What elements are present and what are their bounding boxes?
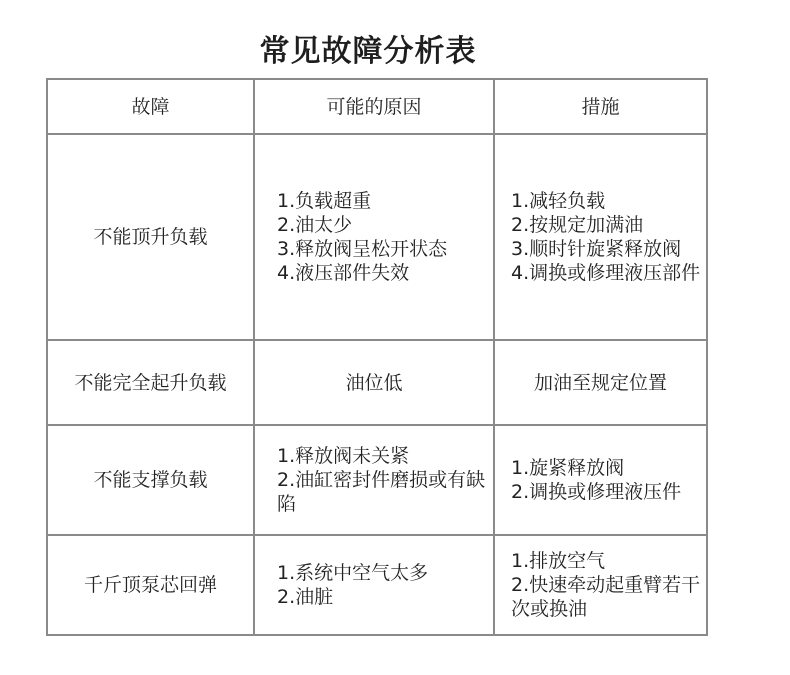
measure-cell: 加油至规定位置 <box>494 340 707 425</box>
measure-item: 4.调换或修理液压部件 <box>511 262 701 284</box>
measure-item: 2.按规定加满油 <box>511 214 644 236</box>
table-row <box>47 535 707 635</box>
fault-cell: 千斤顶泵芯回弹 <box>47 535 254 635</box>
cause-list <box>255 444 493 516</box>
measure-list <box>495 549 706 621</box>
cause-item: 2.油缸密封件磨损或有缺陷 <box>277 469 486 515</box>
measure-cell <box>494 425 707 535</box>
measure-cell <box>494 134 707 340</box>
cause-item: 1.系统中空气太多 <box>277 562 429 584</box>
measure-item: 1.排放空气 <box>511 550 606 572</box>
measure-item: 2.快速牵动起重臂若干次或换油 <box>511 574 701 620</box>
header-fault: 故障 <box>47 79 254 134</box>
cause-list <box>255 561 493 609</box>
cause-item: 2.油太少 <box>277 214 353 236</box>
measure-item: 3.顺时针旋紧释放阀 <box>511 238 682 260</box>
measure-cell <box>494 535 707 635</box>
measure-item: 1.减轻负载 <box>511 190 606 212</box>
cause-cell: 油位低 <box>254 340 494 425</box>
measure-item: 1.旋紧释放阀 <box>511 457 625 479</box>
fault-cell: 不能顶升负载 <box>47 134 254 340</box>
cause-cell <box>254 134 494 340</box>
fault-analysis-table <box>46 78 708 636</box>
table-row <box>47 340 707 425</box>
table-header-row <box>47 79 707 134</box>
fault-cell: 不能完全起升负载 <box>47 340 254 425</box>
cause-list <box>255 189 493 285</box>
measure-list <box>495 189 706 285</box>
cause-item: 1.释放阀未关紧 <box>277 445 410 467</box>
table-row <box>47 134 707 340</box>
measure-list <box>495 456 706 504</box>
cause-item: 1.负载超重 <box>277 190 372 212</box>
cause-item: 2.油脏 <box>277 586 334 608</box>
cause-item: 4.液压部件失效 <box>277 262 410 284</box>
header-measures: 措施 <box>494 79 707 134</box>
header-possible-cause: 可能的原因 <box>254 79 494 134</box>
cause-cell <box>254 535 494 635</box>
cause-item: 3.释放阀呈松开状态 <box>277 238 448 260</box>
table-row <box>47 425 707 535</box>
page-title: 常见故障分析表 <box>259 34 477 69</box>
fault-cell: 不能支撑负载 <box>47 425 254 535</box>
cause-cell <box>254 425 494 535</box>
measure-item: 2.调换或修理液压件 <box>511 481 682 503</box>
